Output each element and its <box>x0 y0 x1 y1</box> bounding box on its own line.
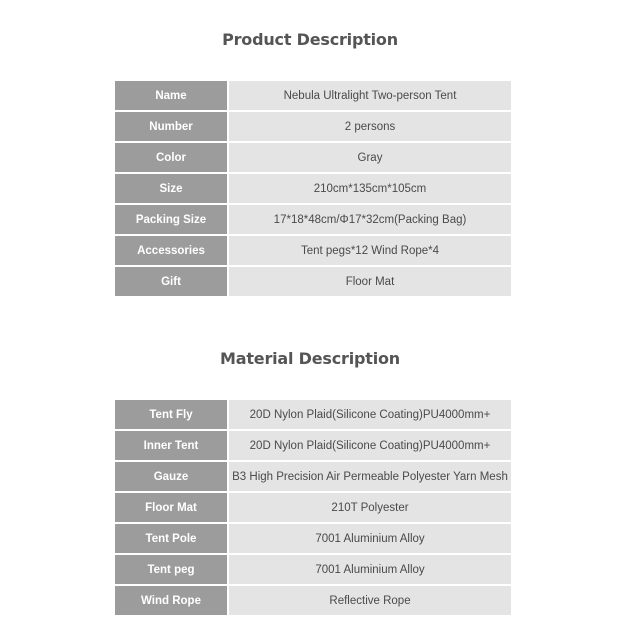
spec-label: Number <box>115 112 227 141</box>
spec-row-wind-rope <box>115 586 511 615</box>
spec-label: Color <box>115 143 227 172</box>
spec-row-inner-tent <box>115 431 511 460</box>
spec-row-tent-pole <box>115 524 511 553</box>
product-spec-table <box>115 81 511 298</box>
material-spec-table <box>115 400 511 617</box>
spec-row-floor-mat <box>115 493 511 522</box>
spec-label: Tent Pole <box>115 524 227 553</box>
spec-label: Wind Rope <box>115 586 227 615</box>
spec-row-gauze <box>115 462 511 491</box>
spec-label: Tent Fly <box>115 400 227 429</box>
spec-value: 7001 Aluminium Alloy <box>229 555 511 584</box>
spec-row-tent-fly <box>115 400 511 429</box>
product-description-title: Product Description <box>222 30 398 49</box>
spec-value: 17*18*48cm/Φ17*32cm(Packing Bag) <box>229 205 511 234</box>
spec-value: Reflective Rope <box>229 586 511 615</box>
spec-row-accessories <box>115 236 511 265</box>
spec-label: Gift <box>115 267 227 296</box>
spec-value: Tent pegs*12 Wind Rope*4 <box>229 236 511 265</box>
spec-value: 210cm*135cm*105cm <box>229 174 511 203</box>
spec-row-packing-size <box>115 205 511 234</box>
spec-label: Packing Size <box>115 205 227 234</box>
spec-label: Inner Tent <box>115 431 227 460</box>
spec-value: 2 persons <box>229 112 511 141</box>
spec-row-tent-peg <box>115 555 511 584</box>
spec-label: Size <box>115 174 227 203</box>
spec-value: 7001 Aluminium Alloy <box>229 524 511 553</box>
spec-value: B3 High Precision Air Permeable Polyester Yarn Mesh <box>229 462 511 491</box>
spec-label: Tent peg <box>115 555 227 584</box>
spec-value: Gray <box>229 143 511 172</box>
spec-value: Nebula Ultralight Two-person Tent <box>229 81 511 110</box>
spec-row-gift <box>115 267 511 296</box>
spec-row-color <box>115 143 511 172</box>
spec-value: Floor Mat <box>229 267 511 296</box>
spec-label: Gauze <box>115 462 227 491</box>
spec-value: 210T Polyester <box>229 493 511 522</box>
spec-value: 20D Nylon Plaid(Silicone Coating)PU4000mm+ <box>229 400 511 429</box>
spec-row-number <box>115 112 511 141</box>
material-description-title: Material Description <box>220 349 400 368</box>
spec-row-size <box>115 174 511 203</box>
spec-label: Accessories <box>115 236 227 265</box>
spec-label: Floor Mat <box>115 493 227 522</box>
spec-row-name <box>115 81 511 110</box>
spec-value: 20D Nylon Plaid(Silicone Coating)PU4000mm+ <box>229 431 511 460</box>
spec-label: Name <box>115 81 227 110</box>
